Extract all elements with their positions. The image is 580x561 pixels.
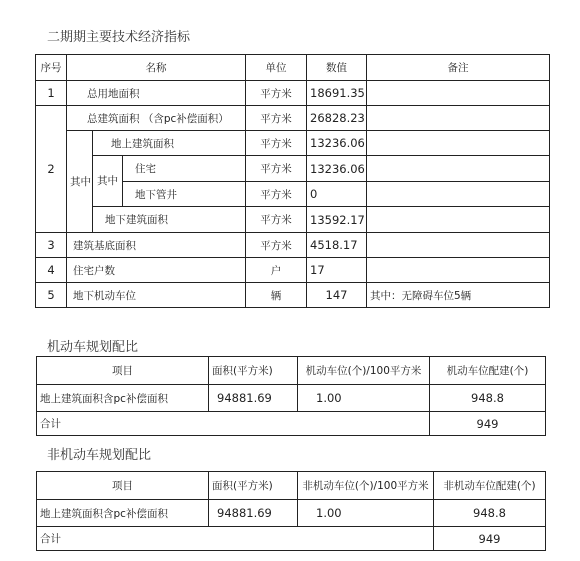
total-row — [37, 527, 546, 551]
motor-table-title: 机动车规划配比 — [47, 340, 139, 355]
main-indicators-table — [35, 54, 550, 308]
table-row — [36, 207, 550, 233]
row-item: 地上建筑面积含pc补偿面积 — [37, 500, 209, 527]
row-name: 住宅户数 — [67, 258, 246, 283]
row-spaces: 948.8 — [430, 385, 546, 412]
header-row — [37, 357, 546, 385]
header-spaces: 非机动车位配建(个) — [434, 472, 546, 500]
table-row — [36, 106, 550, 131]
row-note — [367, 233, 550, 258]
row-unit: 辆 — [246, 283, 307, 308]
row-no: 4 — [36, 258, 67, 283]
main-table-title: 二期期主要技术经济指标 — [47, 30, 191, 45]
nonmotor-table-title: 非机动车规划配比 — [47, 448, 152, 463]
total-label: 合计 — [37, 412, 430, 436]
header-area: 面积(平方米) — [209, 357, 298, 385]
row-note — [367, 106, 550, 131]
row-unit: 平方米 — [246, 106, 307, 131]
header-name: 名称 — [67, 55, 246, 81]
qizhong-sub-label: 其中 — [93, 156, 123, 207]
row-value: 0 — [307, 182, 367, 207]
header-note: 备注 — [367, 55, 550, 81]
row-area: 94881.69 — [209, 500, 298, 527]
row-item: 地上建筑面积含pc补偿面积 — [37, 385, 209, 412]
total-value: 949 — [430, 412, 546, 436]
row-unit: 平方米 — [246, 81, 307, 106]
row-name: 建筑基底面积 — [67, 233, 246, 258]
qizhong-label: 其中 — [67, 131, 93, 233]
row-value: 18691.35 — [307, 81, 367, 106]
row-ratio: 1.00 — [298, 500, 434, 527]
table-row — [37, 385, 546, 412]
header-ratio: 机动车位(个)/100平方米 — [298, 357, 430, 385]
row-name: 总用地面积 — [67, 81, 246, 106]
header-value: 数值 — [307, 55, 367, 81]
table-row — [37, 500, 546, 527]
header-row — [36, 55, 550, 81]
row-name: 总建筑面积 （含pc补偿面积） — [67, 106, 246, 131]
header-ratio: 非机动车位(个)/100平方米 — [298, 472, 434, 500]
row-area: 94881.69 — [209, 385, 298, 412]
row-note: 其中：无障碍车位5辆 — [367, 283, 550, 308]
row-value: 147 — [307, 283, 367, 308]
nonmotor-ratio-table — [36, 471, 546, 551]
row-note — [367, 207, 550, 233]
header-item: 项目 — [37, 357, 209, 385]
row-value: 13236.06 — [307, 156, 367, 182]
table-row — [36, 81, 550, 106]
row-name: 地下建筑面积 — [93, 207, 246, 233]
row-no: 2 — [36, 106, 67, 233]
row-unit: 平方米 — [246, 156, 307, 182]
header-no: 序号 — [36, 55, 67, 81]
total-label: 合计 — [37, 527, 434, 551]
table-row — [36, 283, 550, 308]
row-no: 1 — [36, 81, 67, 106]
row-value: 13592.17 — [307, 207, 367, 233]
table-row — [36, 233, 550, 258]
row-spaces: 948.8 — [434, 500, 546, 527]
row-ratio: 1.00 — [298, 385, 430, 412]
table-row — [36, 131, 550, 156]
row-note — [367, 258, 550, 283]
table-row — [36, 156, 550, 182]
row-unit: 户 — [246, 258, 307, 283]
row-name: 地下机动车位 — [67, 283, 246, 308]
row-no: 5 — [36, 283, 67, 308]
table-row — [36, 258, 550, 283]
row-value: 26828.23 — [307, 106, 367, 131]
header-item: 项目 — [37, 472, 209, 500]
row-note — [367, 131, 550, 156]
row-note — [367, 156, 550, 182]
total-value: 949 — [434, 527, 546, 551]
total-row — [37, 412, 546, 436]
row-note — [367, 182, 550, 207]
row-note — [367, 81, 550, 106]
row-name: 地上建筑面积 — [93, 131, 246, 156]
motor-ratio-table — [36, 356, 546, 436]
row-unit: 平方米 — [246, 233, 307, 258]
header-row — [37, 472, 546, 500]
row-value: 17 — [307, 258, 367, 283]
row-unit: 平方米 — [246, 182, 307, 207]
row-no: 3 — [36, 233, 67, 258]
row-unit: 平方米 — [246, 207, 307, 233]
header-unit: 单位 — [246, 55, 307, 81]
header-area: 面积(平方米) — [209, 472, 298, 500]
header-spaces: 机动车位配建(个) — [430, 357, 546, 385]
row-value: 4518.17 — [307, 233, 367, 258]
row-unit: 平方米 — [246, 131, 307, 156]
row-name: 住宅 — [123, 156, 246, 182]
row-name: 地下管井 — [123, 182, 246, 207]
row-value: 13236.06 — [307, 131, 367, 156]
